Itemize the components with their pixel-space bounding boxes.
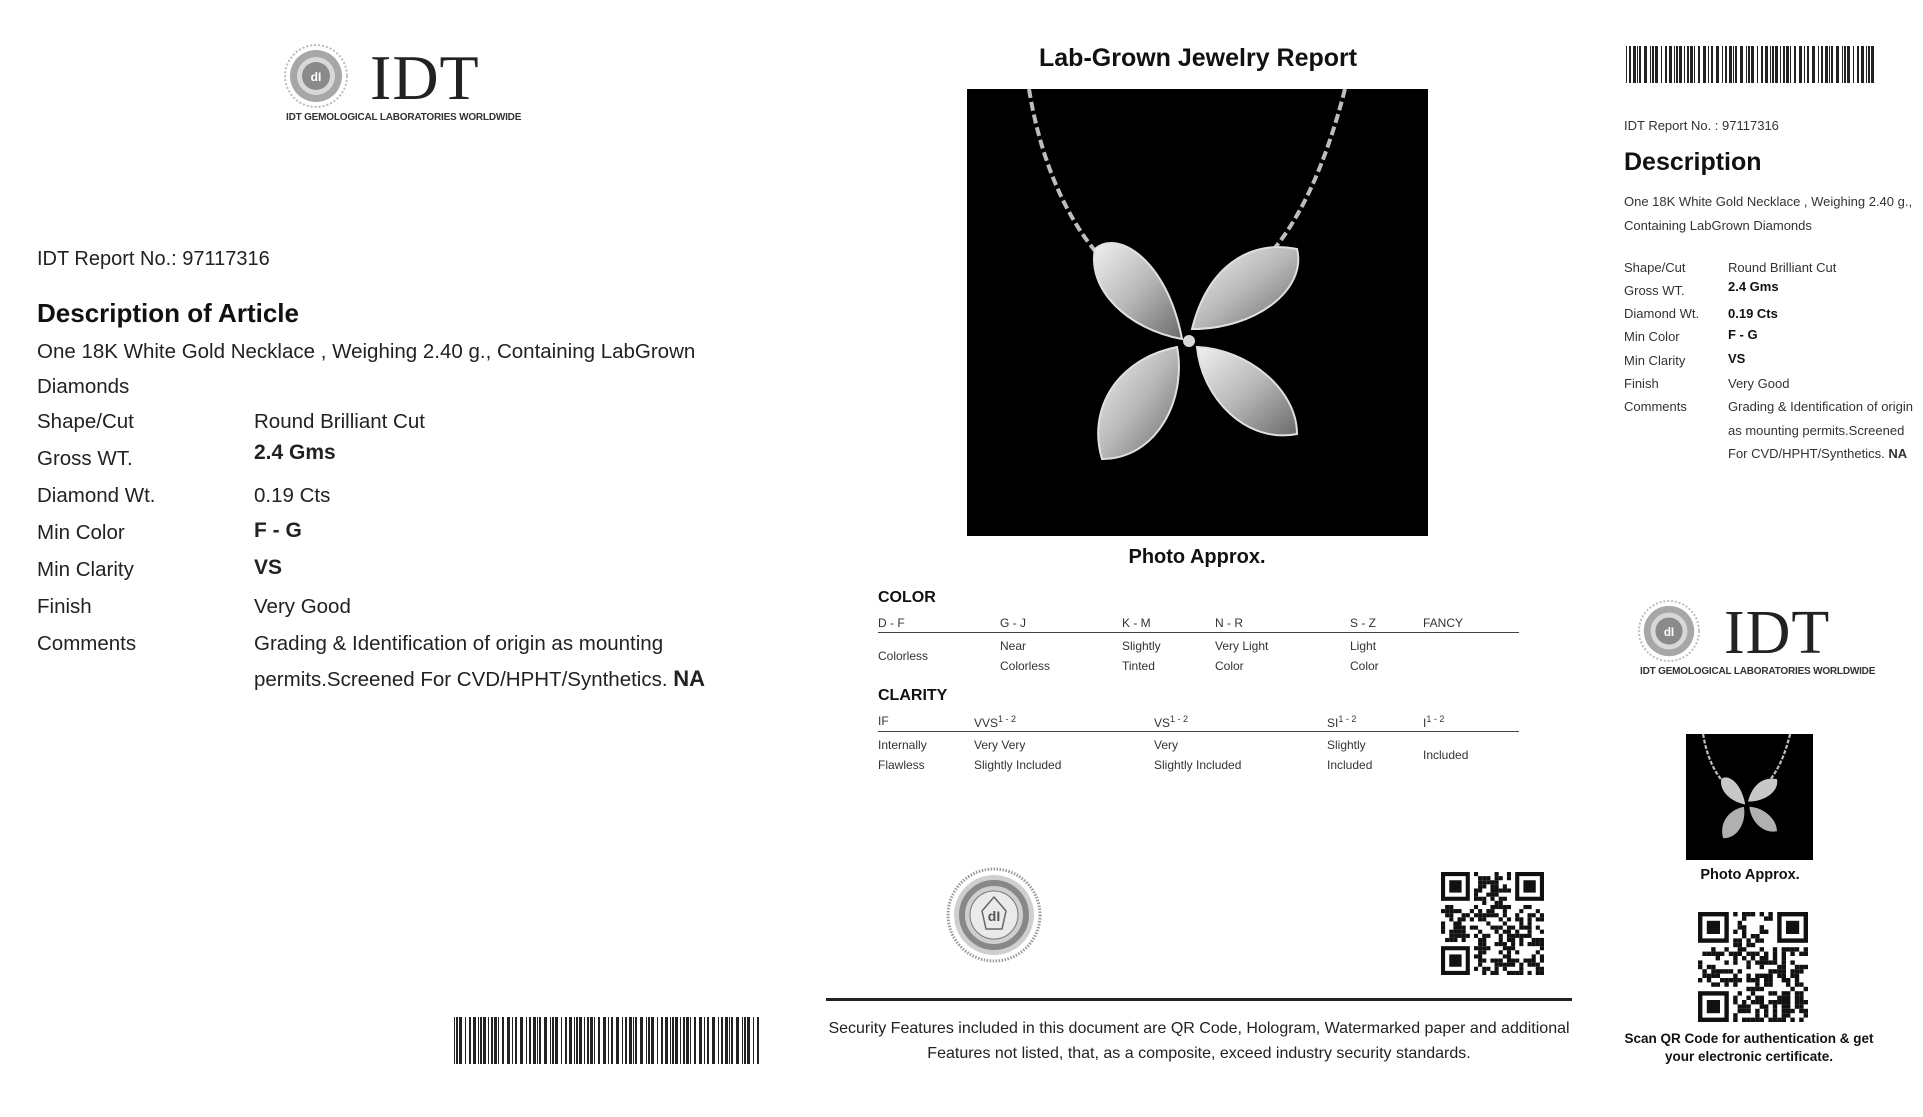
- product-photo-thumbnail: [1686, 734, 1813, 860]
- color-scale-title: COLOR: [878, 589, 936, 606]
- spec-label: Min Clarity: [1624, 353, 1686, 368]
- spec-label: Comments: [1624, 399, 1687, 414]
- idt-logo-left: [284, 42, 522, 128]
- clarity-scale-divider: [878, 731, 1519, 732]
- comments-na: NA: [1888, 446, 1908, 461]
- clarity-grade: SI$^{1 - 2}$: [1327, 714, 1357, 730]
- spec-value: Round Brilliant Cut: [254, 410, 425, 433]
- photo-caption: Photo Approx.: [1700, 867, 1800, 883]
- comments-na: NA: [673, 666, 706, 691]
- product-photo: [967, 89, 1428, 536]
- clarity-description: Included: [1423, 748, 1469, 762]
- spec-label: Min Color: [1624, 329, 1680, 344]
- svg-text:dI: dI: [987, 908, 1001, 924]
- spec-label: Min Color: [37, 521, 125, 544]
- spec-label: Gross WT.: [37, 447, 133, 470]
- color-grade: D - F: [878, 616, 905, 630]
- logo-wordmark: IDT: [1724, 599, 1831, 667]
- spec-value: 2.4 Gms: [254, 441, 336, 464]
- spec-value: F - G: [1728, 327, 1758, 342]
- clarity-scale-title: CLARITY: [878, 687, 948, 704]
- idt-logo-right: [1638, 599, 1876, 684]
- spec-label: Comments: [37, 632, 137, 655]
- color-grade: S - Z: [1350, 616, 1376, 630]
- color-description: Very Light Color: [1215, 639, 1269, 673]
- spec-value: 0.19 Cts: [254, 484, 331, 507]
- color-description: Slightly Tinted: [1122, 639, 1161, 673]
- hologram-seal-icon: [946, 867, 1042, 963]
- clarity-grade: IF: [878, 714, 889, 728]
- spec-value: Round Brilliant Cut: [1728, 260, 1837, 275]
- color-scale-divider: [878, 632, 1519, 633]
- report-number: IDT Report No.: 97117316: [37, 248, 270, 270]
- report-number-value: 97117316: [1722, 118, 1779, 133]
- barcode-icon: [1626, 46, 1874, 83]
- svg-text:dI: dI: [310, 70, 322, 84]
- spec-value: Grading & Identification of origin as mounting permits.Screened For CVD/HPHT/Synthetics. NA: [254, 632, 706, 691]
- photo-caption: Photo Approx.: [1128, 546, 1266, 568]
- spec-label: Min Clarity: [37, 558, 134, 581]
- scan-qr-note: Scan QR Code for authentication & get your electronic certificate.: [1624, 1031, 1874, 1064]
- spec-label: Diamond Wt.: [37, 484, 156, 507]
- spec-value: VS: [1728, 351, 1746, 366]
- necklace-photo-icon: [1686, 734, 1813, 860]
- article-description: One 18K White Gold Necklace , Weighing 2.40 g., Containing LabGrown Diamonds: [37, 340, 696, 398]
- color-description: Light Color: [1350, 639, 1379, 673]
- security-note: Security Features included in this document are QR Code, Hologram, Watermarked paper and additional Features not listed, that, as a composite, exceed industry security standards.: [828, 1020, 1570, 1062]
- qr-code-icon: [1441, 872, 1544, 975]
- color-grade: N - R: [1215, 616, 1243, 630]
- logo-wordmark: IDT: [370, 42, 480, 113]
- section-title: Description of Article: [37, 298, 299, 328]
- spec-label: Shape/Cut: [1624, 260, 1686, 275]
- svg-text:dI: dI: [1663, 625, 1675, 639]
- idt-seal-icon: [284, 44, 348, 108]
- logo-tagline: IDT GEMOLOGICAL LABORATORIES WORLDWIDE: [286, 112, 522, 123]
- spec-value: 2.4 Gms: [1728, 279, 1779, 294]
- spec-value: F - G: [254, 519, 302, 542]
- spec-label: Gross WT.: [1624, 283, 1685, 298]
- logo-tagline: IDT GEMOLOGICAL LABORATORIES WORLDWIDE: [1640, 666, 1876, 677]
- qr-code-icon: [1698, 912, 1808, 1022]
- spec-value: Grading & Identification of origin as mounting permits.Screened For CVD/HPHT/Synthetics. NA: [1728, 399, 1913, 461]
- spec-value: Very Good: [1728, 376, 1790, 391]
- spec-label: Finish: [1624, 376, 1659, 391]
- spec-label: Shape/Cut: [37, 410, 134, 433]
- idt-seal-icon: [1638, 600, 1700, 662]
- barcode-icon: [454, 1017, 761, 1064]
- spec-value: VS: [254, 556, 283, 579]
- report-number: IDT Report No. : 97117316: [1624, 118, 1779, 133]
- clarity-grade: VVS$^{1 - 2}$: [974, 714, 1017, 730]
- color-grade: G - J: [1000, 616, 1026, 630]
- clarity-description: Slightly Included: [1327, 738, 1373, 772]
- clarity-description: Very Slightly Included: [1154, 738, 1242, 772]
- color-grade: FANCY: [1423, 616, 1464, 630]
- color-description: Colorless: [878, 649, 929, 663]
- necklace-photo-icon: [967, 89, 1428, 536]
- clarity-description: Very Very Slightly Included: [974, 738, 1062, 772]
- spec-label: Finish: [37, 595, 92, 618]
- spec-value: Very Good: [254, 595, 351, 618]
- clarity-description: Internally Flawless: [878, 738, 927, 772]
- section-title: Description: [1624, 148, 1762, 176]
- color-description: Near Colorless: [1000, 639, 1051, 673]
- article-description: One 18K White Gold Necklace , Weighing 2.40 g., Containing LabGrown Diamonds: [1624, 194, 1913, 233]
- clarity-grade: VS$^{1 - 2}$: [1154, 714, 1189, 730]
- footer-divider: [826, 998, 1572, 1001]
- clarity-grade: $I^{1 - 2}$: [1423, 714, 1445, 730]
- report-title: Lab-Grown Jewelry Report: [1039, 44, 1358, 72]
- report-number-value: 97117316: [182, 248, 270, 270]
- spec-label: Diamond Wt.: [1624, 306, 1700, 321]
- color-grade: K - M: [1122, 616, 1151, 630]
- spec-value: 0.19 Cts: [1728, 306, 1778, 321]
